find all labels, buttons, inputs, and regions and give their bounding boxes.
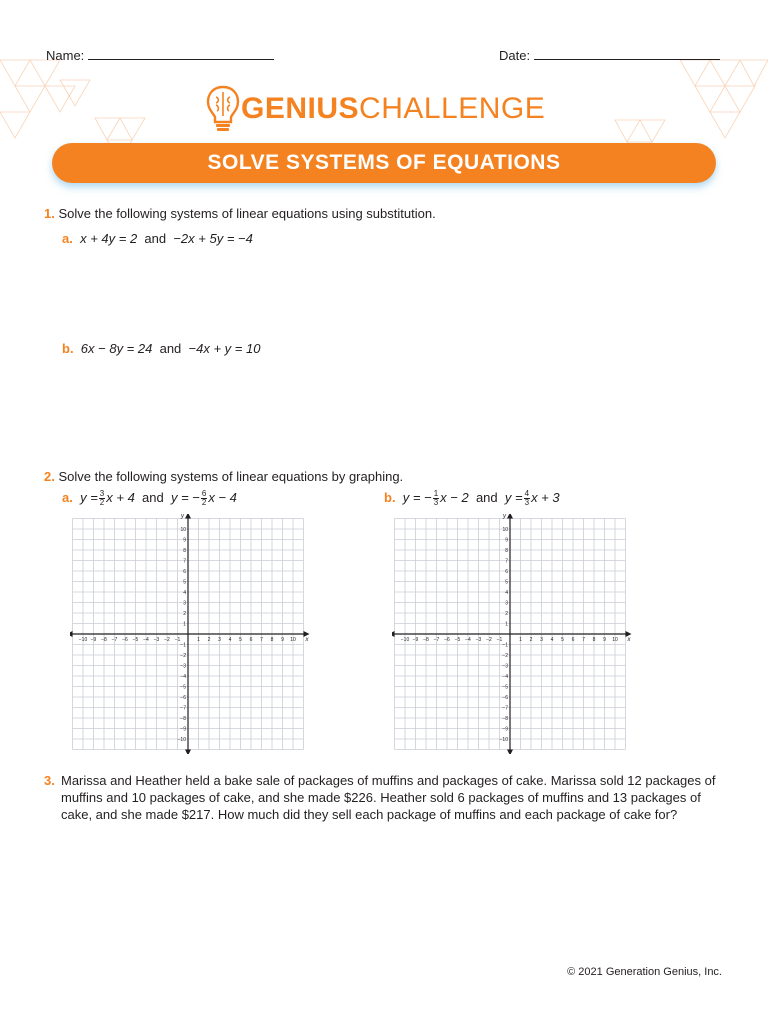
equation-2a-1-rhs: x + 4 — [106, 490, 135, 505]
y-tick-label: 10 — [180, 527, 186, 533]
logo-text — [241, 92, 545, 126]
x-tick-label: −1 — [496, 637, 503, 643]
y-tick-label: −10 — [499, 737, 508, 743]
question-3-text: Marissa and Heather held a bake sale of packages of muffins and packages of cake. Marissa sold 12 packages of muffins and 10 packages of cake, and she made $226. Heather sold 6 packages of muffins and 13 packages of cake, and she made $217. How much did they sell each package of muffins and each package of cake for? — [61, 773, 716, 822]
x-tick-label: −6 — [444, 637, 450, 643]
x-tick-label: 4 — [228, 637, 232, 643]
y-tick-label: −6 — [502, 695, 508, 701]
y-tick-label: −1 — [180, 642, 186, 649]
and-text: and — [159, 341, 182, 356]
equation-2b-2-rhs: x + 3 — [531, 490, 560, 505]
equation-1b-1: 6x − 8y = 24 — [80, 341, 153, 356]
coordinate-grid-b[interactable] — [392, 514, 632, 754]
x-tick-label: 2 — [529, 637, 533, 643]
copyright: © 2021 Generation Genius, Inc. — [567, 966, 722, 978]
question-1 — [44, 206, 436, 221]
x-tick-label: 4 — [550, 637, 554, 643]
name-underline — [88, 47, 274, 60]
fraction-denominator: 3 — [433, 498, 439, 508]
question-1b-label: b. — [62, 341, 74, 356]
and-text: and — [144, 231, 167, 246]
fraction — [201, 490, 207, 507]
fraction-denominator: 3 — [524, 498, 530, 508]
x-tick-label: 6 — [249, 637, 253, 643]
x-tick-label: 9 — [281, 637, 284, 643]
date-underline — [534, 47, 720, 60]
x-tick-label: −2 — [486, 637, 492, 643]
fraction — [433, 490, 439, 507]
y-tick-label: −4 — [180, 674, 186, 680]
date-field[interactable] — [499, 47, 720, 63]
lightbulb-brain-icon — [205, 84, 241, 134]
equation-2b-2-lhs: y = — [504, 490, 523, 505]
logo-challenge: CHALLENGE — [359, 92, 546, 125]
y-tick-label: −3 — [502, 663, 508, 670]
and-text: and — [142, 490, 164, 505]
x-tick-label: 7 — [582, 637, 585, 643]
y-tick-label: 6 — [183, 569, 186, 575]
name-label: Name: — [46, 48, 85, 63]
y-tick-label: 9 — [505, 537, 508, 544]
x-tick-label: −4 — [143, 637, 149, 643]
y-tick-label: 7 — [183, 558, 186, 565]
y-tick-label: −9 — [502, 726, 508, 733]
y-tick-label: −3 — [180, 663, 186, 670]
x-tick-label: 7 — [260, 637, 263, 643]
y-tick-label: −8 — [502, 716, 508, 722]
y-tick-label: 1 — [183, 621, 186, 628]
equation-2b-1-lhs: y = − — [402, 490, 432, 505]
y-tick-label: 7 — [505, 558, 508, 565]
x-tick-label: −9 — [412, 637, 419, 643]
equation-2a-2-lhs: y = − — [170, 490, 200, 505]
x-tick-label: −6 — [122, 637, 128, 643]
question-1b — [62, 341, 260, 356]
date-label: Date: — [499, 48, 531, 63]
question-1a-label: a. — [62, 231, 73, 246]
x-tick-label: −8 — [423, 637, 429, 643]
logo-genius: GENIUS — [241, 92, 360, 125]
y-tick-label: −7 — [502, 705, 508, 712]
x-tick-label: −10 — [78, 637, 88, 643]
and-text: and — [475, 490, 498, 505]
y-tick-label: 9 — [183, 537, 186, 544]
y-tick-label: 4 — [183, 590, 186, 596]
y-tick-label: 6 — [505, 569, 508, 575]
y-tick-label: −4 — [502, 674, 508, 680]
equation-1a-1: x + 4y = 2 — [80, 231, 138, 246]
question-2 — [44, 469, 403, 484]
equation-1b-2: −4x + y = 10 — [188, 341, 261, 356]
question-1-prompt: Solve the following systems of linear equations using substitution. — [58, 206, 436, 221]
x-tick-label: 9 — [603, 637, 606, 643]
question-1-number: 1. — [44, 206, 55, 221]
y-tick-label: 5 — [183, 579, 186, 586]
y-tick-label: −5 — [180, 684, 186, 691]
x-tick-label: −5 — [454, 637, 461, 643]
y-tick-label: 8 — [183, 548, 186, 554]
y-tick-label: 3 — [505, 600, 508, 607]
logo — [205, 84, 545, 134]
x-tick-label: 3 — [218, 637, 221, 643]
y-tick-label: 2 — [505, 611, 508, 617]
name-field[interactable] — [46, 47, 274, 63]
equation-2b-1-rhs: x − 2 — [440, 490, 469, 505]
y-axis-label: y — [181, 514, 184, 520]
equation-2a-2-rhs: x − 4 — [208, 490, 237, 505]
y-tick-label: 2 — [183, 611, 186, 617]
x-tick-label: −2 — [164, 637, 170, 643]
question-2b — [384, 490, 560, 507]
x-tick-label: −3 — [153, 637, 160, 643]
question-3 — [44, 772, 724, 823]
question-2-number: 2. — [44, 469, 55, 484]
x-tick-label: 5 — [239, 637, 242, 643]
x-tick-label: −8 — [101, 637, 107, 643]
x-tick-label: 6 — [571, 637, 575, 643]
x-tick-label: 2 — [207, 637, 211, 643]
question-2-prompt: Solve the following systems of linear equations by graphing. — [58, 469, 404, 484]
question-3-number: 3. — [44, 773, 55, 788]
y-tick-label: 10 — [502, 527, 508, 533]
question-2a — [62, 490, 237, 507]
question-2b-label: b. — [384, 490, 396, 505]
fraction — [99, 490, 105, 507]
x-tick-label: −1 — [174, 637, 181, 643]
page-title: SOLVE SYSTEMS OF EQUATIONS — [207, 151, 561, 174]
x-tick-label: 10 — [612, 637, 618, 643]
y-axis-label: y — [503, 514, 506, 520]
x-tick-label: 8 — [270, 637, 274, 643]
x-tick-label: −9 — [90, 637, 97, 643]
x-axis-label: x — [627, 637, 631, 643]
x-tick-label: −4 — [465, 637, 471, 643]
x-tick-label: 1 — [197, 637, 200, 643]
equation-2a-1-lhs: y = — [80, 490, 98, 505]
y-tick-label: 1 — [505, 621, 508, 628]
fraction-denominator: 2 — [99, 498, 105, 508]
y-tick-label: 4 — [505, 590, 508, 596]
y-tick-label: −1 — [502, 642, 508, 649]
y-tick-label: −6 — [180, 695, 186, 701]
y-tick-label: −9 — [180, 726, 186, 733]
x-tick-label: 10 — [290, 637, 296, 643]
y-tick-label: 5 — [505, 579, 508, 586]
fraction-numerator: 6 — [201, 489, 207, 499]
x-tick-label: −7 — [433, 637, 440, 643]
coordinate-grid-a[interactable] — [70, 514, 310, 754]
x-tick-label: −7 — [111, 637, 118, 643]
y-tick-label: −7 — [180, 705, 186, 712]
y-tick-label: −2 — [180, 653, 186, 659]
fraction — [524, 490, 530, 507]
y-tick-label: −5 — [502, 684, 508, 691]
x-tick-label: 3 — [540, 637, 543, 643]
x-tick-label: 1 — [519, 637, 522, 643]
x-tick-label: 8 — [592, 637, 596, 643]
y-tick-label: 3 — [183, 600, 186, 607]
x-tick-label: 5 — [561, 637, 564, 643]
y-tick-label: 8 — [505, 548, 508, 554]
y-tick-label: −8 — [180, 716, 186, 722]
x-axis-label: x — [305, 637, 309, 643]
fraction-denominator: 2 — [201, 498, 207, 508]
y-tick-label: −10 — [177, 737, 186, 743]
fraction-numerator: 1 — [433, 489, 439, 499]
x-tick-label: −10 — [400, 637, 410, 643]
fraction-numerator: 4 — [524, 489, 530, 499]
y-tick-label: −2 — [502, 653, 508, 659]
question-1a — [62, 231, 253, 246]
x-tick-label: −3 — [475, 637, 482, 643]
question-2a-label: a. — [62, 490, 73, 505]
x-tick-label: −5 — [132, 637, 139, 643]
title-banner — [52, 143, 716, 183]
fraction-numerator: 3 — [99, 489, 105, 499]
equation-1a-2: −2x + 5y = −4 — [173, 231, 253, 246]
